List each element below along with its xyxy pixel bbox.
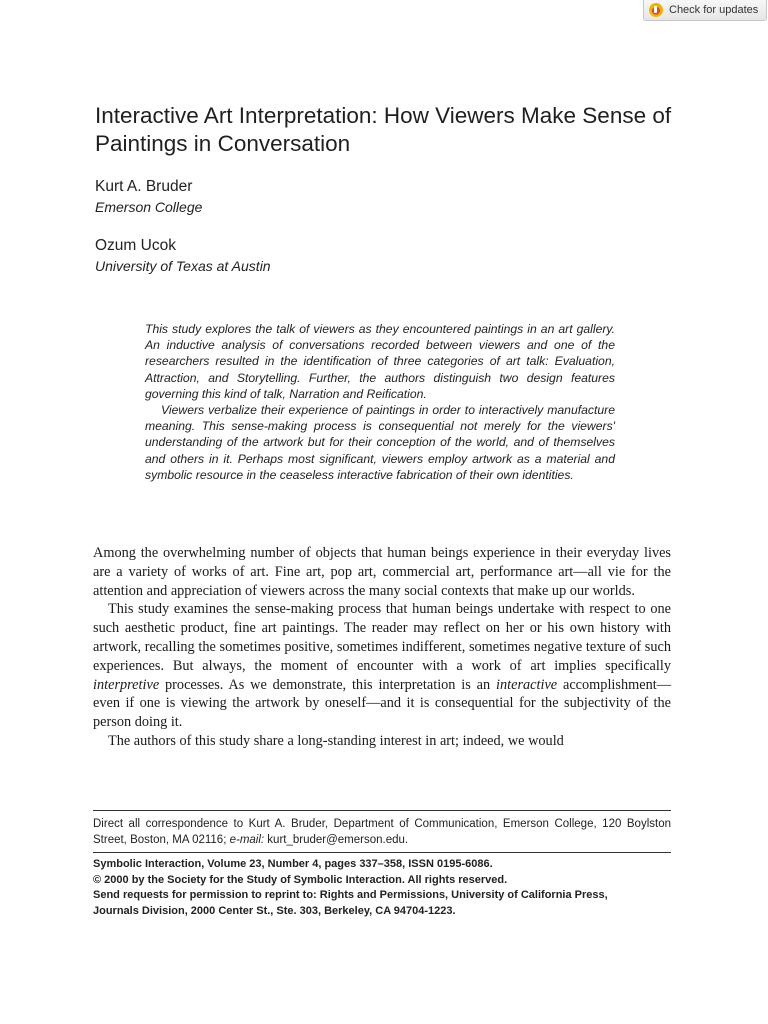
correspondence-footnote: Direct all correspondence to Kurt A. Bruder, Department of Communication, Emerson College, 120 Boylston Street, Boston, MA 02116; e-mail: kurt_bruder@emerson.edu.	[93, 818, 671, 846]
publication-line: Journals Division, 2000 Center St., Ste. 303, Berkeley, CA 94704-1223.	[93, 904, 456, 917]
email-address[interactable]: kurt_bruder@emerson.edu.	[264, 834, 409, 846]
author-affiliation: University of Texas at Austin	[95, 258, 271, 274]
publication-info	[93, 857, 693, 919]
emphasis: interactive	[496, 676, 558, 693]
abstract-paragraph: This study explores the talk of viewers as they encountered paintings in an art gallery. An inductive analysis of conversations recorded between viewers and one of the researchers resulted in the identification of three categories of art talk: Evaluation, Attraction, and Storytelling. Further, the authors distinguish two design features governing this kind of talk, Narration and Reification.	[145, 322, 615, 401]
email-label: e-mail:	[229, 834, 265, 846]
author-name: Kurt A. Bruder	[95, 178, 193, 195]
footnote-divider	[93, 810, 671, 811]
author-name: Ozum Ucok	[95, 237, 176, 254]
crossmark-icon	[649, 3, 663, 17]
body-paragraph: The authors of this study share a long-standing interest in art; indeed, we would	[108, 732, 564, 749]
article-title: Interactive Art Interpretation: How Viewers Make Sense of Paintings in Conversation	[95, 103, 672, 156]
check-for-updates-label: Check for updates	[669, 4, 759, 16]
check-for-updates-button[interactable]	[643, 0, 767, 21]
abstract	[145, 321, 615, 483]
body-text	[93, 544, 671, 751]
body-paragraph: This study examines the sense-making process that human beings undertake with respect to one such aesthetic product, fine art paintings. The reader may reflect on her or his own history with artwork, recalling the sometimes positive, sometimes indifferent, sometimes negative texture of such experiences. But always, the moment of encounter with a work of art implies specifically interpretive processes. As we demonstrate, this interpretation is an interactive accomplishment—even if one is viewing the artwork by oneself—and it is consequential for the subjectivity of the person doing it.	[93, 601, 671, 731]
publication-divider	[93, 852, 671, 853]
body-paragraph: Among the overwhelming number of objects that human beings experience in their everyday lives are a variety of works of art. Fine art, pop art, commercial art, performance art—all vie for the attention and appreciation of viewers across the many social contexts that make up our worlds.	[93, 545, 671, 599]
publication-line: Send requests for permission to reprint to: Rights and Permissions, University of California Press,	[93, 889, 608, 902]
publication-line: Symbolic Interaction, Volume 23, Number 4, pages 337–358, ISSN 0195-6086.	[93, 858, 493, 870]
abstract-paragraph: Viewers verbalize their experience of paintings in order to interactively manufacture meaning. This sense-making process is consequential not merely for the viewers' understanding of the artwork but for their conception of the world, and of themselves and others in it. Perhaps most significant, viewers employ artwork as a material and symbolic resource in the ceaseless interactive fabrication of their own identities.	[145, 403, 615, 482]
publication-line: © 2000 by the Society for the Study of Symbolic Interaction. All rights reserved.	[93, 873, 508, 886]
author-affiliation: Emerson College	[95, 199, 203, 215]
emphasis: interpretive	[93, 676, 160, 693]
